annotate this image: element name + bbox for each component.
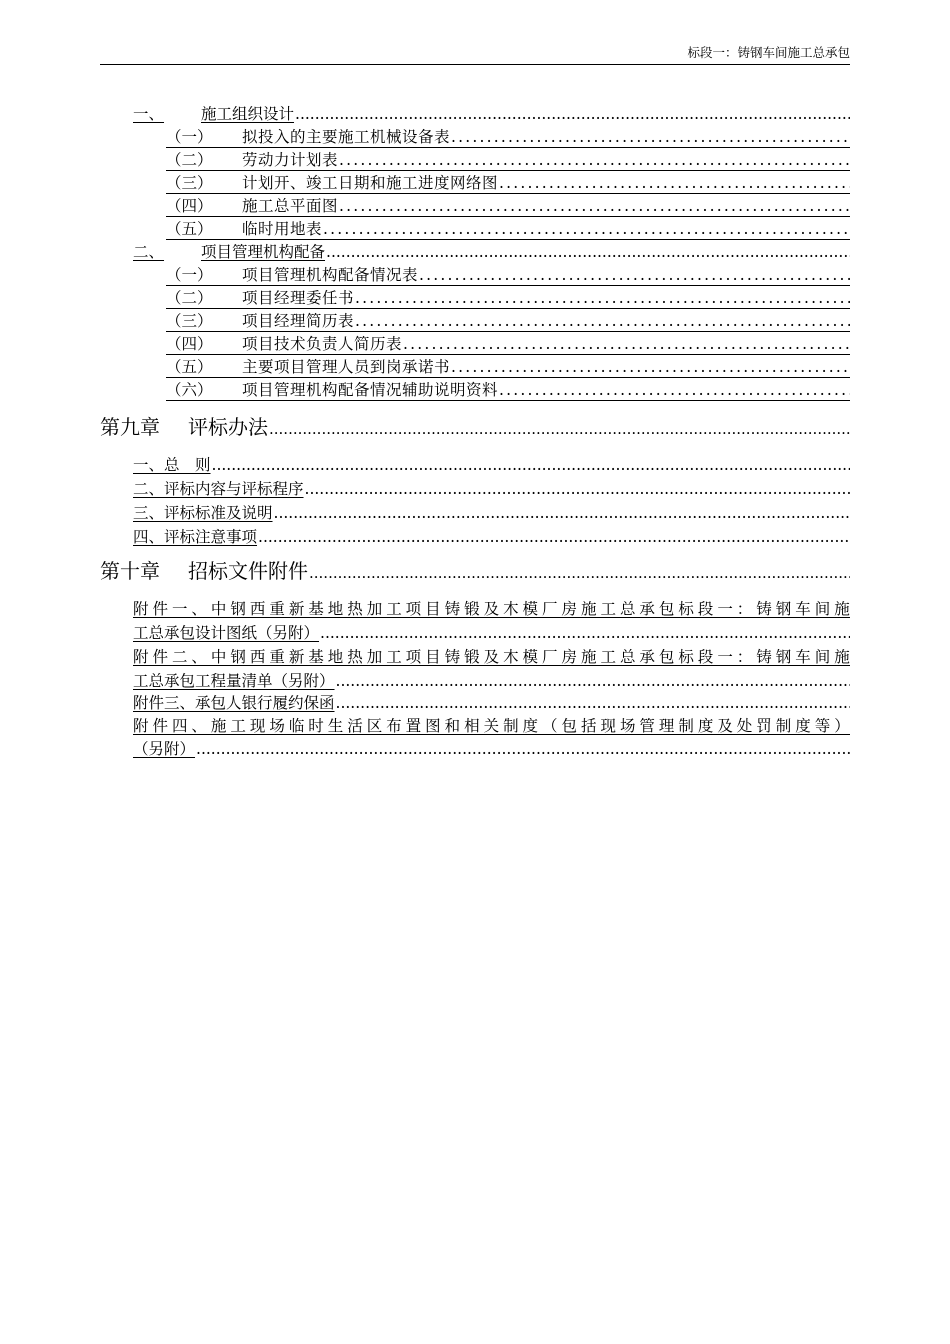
toc-subentry[interactable] bbox=[166, 334, 850, 355]
toc-subentry-title: 施工总平面图 bbox=[242, 197, 339, 215]
attachment-line: 工总承包工程量清单（另附） bbox=[133, 672, 335, 690]
toc-subentry-title: 项目经理简历表 bbox=[242, 312, 355, 330]
toc-section-title: 四、评标注意事项 bbox=[133, 528, 258, 546]
dot-leader bbox=[339, 150, 850, 170]
toc-entry-title: 施工组织设计 bbox=[201, 105, 295, 123]
dot-leader bbox=[326, 242, 850, 262]
toc-subentry[interactable] bbox=[166, 357, 850, 378]
toc-subentry[interactable] bbox=[166, 127, 850, 148]
toc-subentry-number: （一） bbox=[166, 266, 213, 284]
toc-entry-number: 二、 bbox=[133, 243, 165, 261]
dot-leader bbox=[274, 503, 850, 523]
toc-section-title: 一、总 则 bbox=[133, 456, 211, 474]
toc-subentry-title: 项目管理机构配备情况表 bbox=[242, 266, 419, 284]
toc-subentry-title: 临时用地表 bbox=[242, 220, 323, 238]
dot-leader bbox=[309, 560, 850, 586]
toc-subentry-number: （一） bbox=[166, 128, 213, 146]
toc-entry-title: 项目管理机构配备 bbox=[201, 243, 326, 261]
toc-subentry[interactable] bbox=[166, 196, 850, 217]
toc-chapter[interactable] bbox=[100, 414, 850, 442]
dot-leader bbox=[419, 265, 850, 285]
toc-subentry[interactable] bbox=[166, 380, 850, 401]
toc-entry-number: 一、 bbox=[133, 105, 165, 123]
toc-subentry-title: 拟投入的主要施工机械设备表 bbox=[242, 128, 451, 146]
toc-subentry[interactable] bbox=[166, 265, 850, 286]
toc-section[interactable] bbox=[133, 527, 850, 547]
toc-subentry-number: （四） bbox=[166, 197, 213, 215]
dot-leader bbox=[320, 623, 850, 643]
dot-leader bbox=[499, 380, 850, 400]
toc-subentry-title: 劳动力计划表 bbox=[242, 151, 339, 169]
toc-subentry-title: 项目管理机构配备情况辅助说明资料 bbox=[242, 381, 499, 399]
toc-entry[interactable] bbox=[133, 242, 850, 262]
toc-subentry[interactable] bbox=[166, 288, 850, 309]
toc-subentry[interactable] bbox=[166, 173, 850, 194]
dot-leader bbox=[336, 693, 850, 713]
attachment-line: （另附） bbox=[133, 740, 196, 758]
toc-subentry[interactable] bbox=[166, 150, 850, 171]
attachment-line: 附件三、承包人银行履约保函 bbox=[133, 694, 335, 712]
dot-leader bbox=[212, 455, 850, 475]
chapter-number: 第九章 bbox=[100, 415, 160, 439]
dot-leader bbox=[323, 219, 850, 239]
dot-leader bbox=[305, 479, 850, 499]
toc-subentry[interactable] bbox=[166, 311, 850, 332]
toc-subentry-title: 计划开、竣工日期和施工进度网络图 bbox=[242, 174, 499, 192]
toc-subentry-number: （六） bbox=[166, 381, 213, 399]
dot-leader bbox=[269, 416, 850, 442]
toc-subentry-number: （五） bbox=[166, 220, 213, 238]
attachment-line: 附件四、施工现场临时生活区布置图和相关制度（包括现场管理制度及处罚制度等） bbox=[133, 717, 850, 735]
toc-subentry-number: （二） bbox=[166, 289, 213, 307]
toc-subentry[interactable] bbox=[166, 219, 850, 240]
dot-leader bbox=[339, 196, 850, 216]
toc-chapter[interactable] bbox=[100, 558, 850, 586]
toc-subentry-number: （五） bbox=[166, 358, 213, 376]
toc-subentry-title: 项目经理委任书 bbox=[242, 289, 355, 307]
toc-attachment[interactable] bbox=[133, 599, 850, 643]
toc-subentry-title: 主要项目管理人员到岗承诺书 bbox=[242, 358, 451, 376]
header-title: 标段一：铸钢车间施工总承包 bbox=[687, 45, 850, 60]
attachment-line: 附件二、中钢西重新基地热加工项目铸锻及木模厂房施工总承包标段一：铸钢车间施 bbox=[133, 648, 850, 666]
attachment-line: 附件一、中钢西重新基地热加工项目铸锻及木模厂房施工总承包标段一：铸钢车间施 bbox=[133, 600, 850, 618]
attachment-line: 工总承包设计图纸（另附） bbox=[133, 624, 320, 642]
dot-leader bbox=[451, 127, 850, 147]
toc-subentry-number: （三） bbox=[166, 312, 213, 330]
toc-section-title: 三、评标标准及说明 bbox=[133, 504, 273, 522]
dot-leader bbox=[451, 357, 850, 377]
chapter-number: 第十章 bbox=[100, 559, 160, 583]
toc-section[interactable] bbox=[133, 455, 850, 475]
chapter-title: 评标办法 bbox=[188, 415, 268, 439]
toc-section[interactable] bbox=[133, 503, 850, 523]
dot-leader bbox=[499, 173, 850, 193]
page-header bbox=[100, 44, 850, 65]
toc-attachment[interactable] bbox=[133, 647, 850, 691]
dot-leader bbox=[196, 739, 850, 759]
toc-subentry-number: （四） bbox=[166, 335, 213, 353]
dot-leader bbox=[355, 311, 850, 331]
dot-leader bbox=[258, 527, 850, 547]
toc-attachment[interactable] bbox=[133, 693, 850, 713]
toc-subentry-number: （三） bbox=[166, 174, 213, 192]
dot-leader bbox=[336, 671, 850, 691]
toc-subentry-title: 项目技术负责人简历表 bbox=[242, 335, 403, 353]
toc-attachment[interactable] bbox=[133, 716, 850, 759]
dot-leader bbox=[403, 334, 850, 354]
dot-leader bbox=[295, 104, 850, 124]
toc-subentry-number: （二） bbox=[166, 151, 213, 169]
chapter-title: 招标文件附件 bbox=[188, 559, 308, 583]
toc-section[interactable] bbox=[133, 479, 850, 499]
toc-entry[interactable] bbox=[133, 104, 850, 124]
toc-section-title: 二、评标内容与评标程序 bbox=[133, 480, 304, 498]
dot-leader bbox=[355, 288, 850, 308]
